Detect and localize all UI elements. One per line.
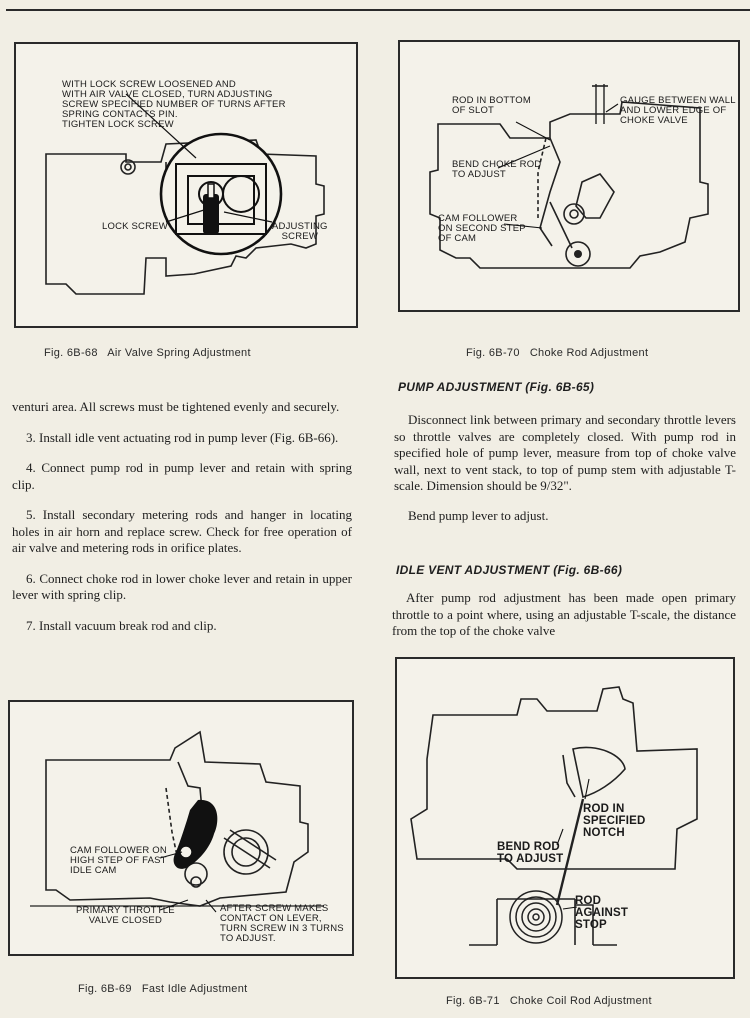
fig68-caption: Fig. 6B-68 Air Valve Spring Adjustment <box>44 347 251 359</box>
pump-adjustment-text <box>394 412 736 524</box>
left-paragraph-1: venturi area. All screws must be tightened evenly and securely. <box>12 399 340 414</box>
pump-paragraph-2: Bend pump lever to adjust. <box>408 507 549 523</box>
fig71-rod-stop-label: ROD AGAINST STOP <box>575 895 629 931</box>
figure-6b-68 <box>14 42 358 328</box>
fig69-throttle-label: PRIMARY THROTTLE VALVE CLOSED <box>76 905 175 926</box>
left-paragraph-6: 7. Install vacuum break rod and clip. <box>26 617 217 633</box>
fig69-cam-follower-label: CAM FOLLOWER ON HIGH STEP OF FAST IDLE CAM <box>70 845 167 876</box>
fig71-caption: Fig. 6B-71 Choke Coil Rod Adjustment <box>446 995 652 1007</box>
fig68-adjusting-screw-label: ADJUSTING SCREW <box>272 221 328 242</box>
fig70-gauge-label: GAUGE BETWEEN WALL AND LOWER EDGE OF CHOKE VALVE <box>620 95 736 126</box>
idle-paragraph-1: After pump rod adjustment has been made open primary throttle to a point where, using an adjustable T-scale, the distance from the top of the choke valve <box>392 590 736 638</box>
choke-rod-illustration <box>400 42 738 310</box>
fig69-caption: Fig. 6B-69 Fast Idle Adjustment <box>78 983 248 995</box>
fig71-bend-rod-label: BEND ROD TO ADJUST <box>497 841 564 865</box>
fig70-caption: Fig. 6B-70 Choke Rod Adjustment <box>466 347 649 359</box>
left-column-text <box>12 399 352 634</box>
fig68-lock-screw-label: LOCK SCREW <box>102 221 168 232</box>
figure-6b-69 <box>8 700 354 956</box>
magnified-detail-circle <box>161 134 281 254</box>
idle-vent-text <box>392 590 736 640</box>
fast-idle-cam-shape <box>174 800 218 869</box>
pump-adjustment-heading: PUMP ADJUSTMENT (Fig. 6B-65) <box>398 380 595 394</box>
fig70-cam-follower-label: CAM FOLLOWER ON SECOND STEP OF CAM <box>438 213 526 244</box>
fig70-rod-in-slot-label: ROD IN BOTTOM OF SLOT <box>452 95 531 116</box>
pump-paragraph-1: Disconnect link between primary and secondary throttle levers so throttle valves are completely closed. With pump rod in specified hole of pump lever, measure from top of choke valve wall, next to vent stack, to top of pump stem with adjustable T-scale. Dimension should be 9/32". <box>394 412 736 493</box>
left-paragraph-2: 3. Install idle vent actuating rod in pump lever (Fig. 6B-66). <box>26 429 339 445</box>
figure-6b-70 <box>398 40 740 312</box>
figure-6b-71 <box>395 657 735 979</box>
fig68-main-callout: WITH LOCK SCREW LOOSENED AND WITH AIR VALVE CLOSED, TURN ADJUSTING SCREW SPECIFIED NUMBER OF TURNS AFTER SPRING CONTACTS PIN. TIGHTEN LOCK SCREW <box>62 79 286 130</box>
left-paragraph-4: 5. Install secondary metering rods and hanger in locating holes in air horn and replace screw. Check for free operation of air valve and metering rods in orifice plates. <box>12 507 352 555</box>
left-paragraph-5: 6. Connect choke rod in lower choke lever and retain in upper lever with spring clip. <box>12 570 352 602</box>
fig70-bend-label: BEND CHOKE ROD TO ADJUST <box>452 159 542 180</box>
fig71-rod-notch-label: ROD IN SPECIFIED NOTCH <box>583 803 646 839</box>
top-rule <box>6 9 750 11</box>
choke-coil-rod-illustration <box>397 659 733 977</box>
idle-vent-heading: IDLE VENT ADJUSTMENT (Fig. 6B-66) <box>396 563 623 577</box>
fig69-after-screw-label: AFTER SCREW MAKES CONTACT ON LEVER, TURN SCREW IN 3 TURNS TO ADJUST. <box>220 903 344 944</box>
left-paragraph-3: 4. Connect pump rod in pump lever and retain with spring clip. <box>12 460 352 492</box>
